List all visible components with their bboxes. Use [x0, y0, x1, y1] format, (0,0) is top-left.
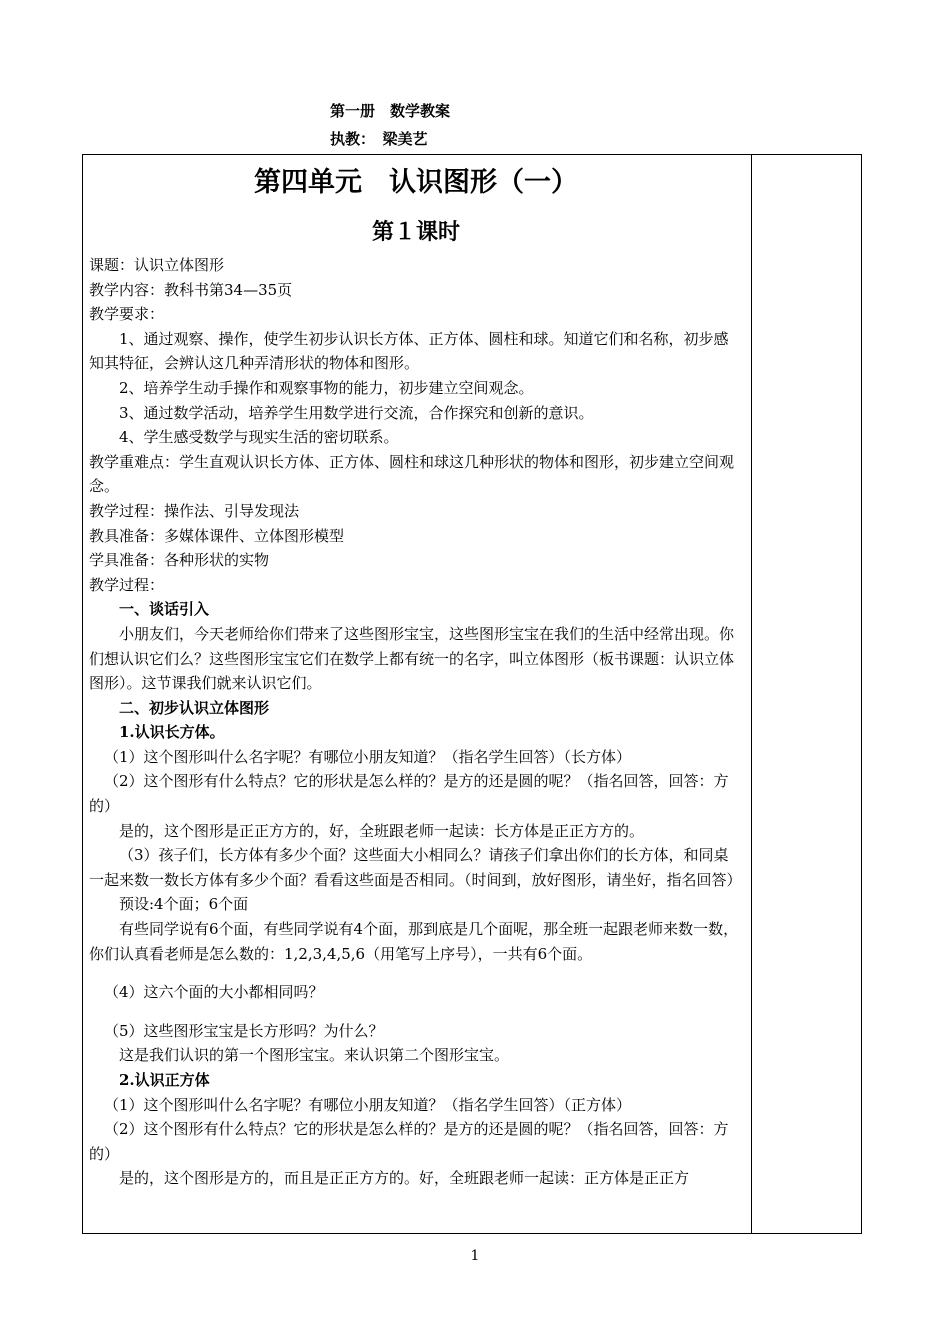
body-paragraph: 学具准备：各种形状的实物 — [89, 551, 270, 570]
header-line-2: 执教： 梁美艺 — [330, 130, 428, 148]
body-paragraph: （3）孩子们，长方体有多少个面？这些面大小相同么？请孩子们拿出你们的长方体，和同桌一起来数一数长方体有多少个面？看看这些面是否相同。（时间到，放好图形，请坐好，指名回答） — [89, 846, 742, 889]
body-paragraph: 小朋友们，今天老师给你们带来了这些图形宝宝，这些图形宝宝在我们的生活中经常出现。你们想认识它们么？这些图形宝宝它们在数学上都有统一的名字，叫立体图形（板书课题：认识立体图形）。这节课我们就来认识它们。 — [89, 624, 735, 693]
body-paragraph: 2.认识正方体 — [119, 1071, 210, 1089]
unit-title: 第四单元 认识图形（一） — [254, 167, 578, 198]
body-paragraph: 这是我们认识的第一个图形宝宝。来认识第二个图形宝宝。 — [119, 1046, 510, 1065]
body-paragraph: （5）这些图形宝宝是长方形吗？为什么？ — [104, 1021, 384, 1040]
body-paragraph: 教学要求： — [89, 305, 165, 324]
body-paragraph: （4）这六个面的大小都相同吗？ — [104, 983, 324, 1002]
body-paragraph: （1）这个图形叫什么名字呢？有哪位小朋友知道？（指名学生回答）（正方体） — [104, 1095, 632, 1114]
blank-line — [89, 966, 743, 980]
body-paragraph: 预设:4个面；6个面 — [119, 895, 249, 914]
body-paragraph: 3、通过数学活动，培养学生用数学进行交流，合作探究和创新的意识。 — [119, 403, 594, 422]
body-paragraph: 1、通过观察、操作，使学生初步认识长方体、正方体、圆柱和球。知道它们和名称，初步感知其特征，会辨认这几种弄清形状的物体和图形。 — [89, 329, 729, 373]
body-paragraph: 教学过程：操作法、引导发现法 — [89, 501, 300, 520]
body-paragraph: （2）这个图形有什么特点？它的形状是怎么样的？是方的还是圆的呢？（指名回答，回答：方的） — [89, 772, 729, 816]
column-divider — [751, 155, 752, 1233]
blank-line — [89, 1005, 743, 1019]
body-paragraph: 教学内容：教科书第34—35页 — [89, 280, 293, 299]
body-paragraph: 教学重难点：学生直观认识长方体、正方体、圆柱和球这几种形状的物体和图形，初步建立空间观念。 — [89, 452, 735, 496]
body-paragraph: 教学过程： — [89, 575, 165, 594]
body-paragraph: 是的，这个图形是正正方方的，好，全班跟老师一起读：长方体是正正方方的。 — [119, 821, 645, 840]
header-line-1: 第一册 数学教案 — [330, 102, 451, 120]
body-paragraph: 课题：认识立体图形 — [89, 256, 225, 274]
lesson-title: 第１课时 — [371, 219, 460, 245]
body-paragraph: 1.认识长方体。 — [119, 723, 225, 742]
body-paragraph: （2）这个图形有什么特点？它的形状是怎么样的？是方的还是圆的呢？（指名回答，回答：方的） — [89, 1120, 729, 1163]
body-paragraph: 一、谈话引入 — [119, 600, 210, 619]
lesson-table — [82, 154, 862, 1234]
page-number: 1 — [470, 1248, 480, 1264]
body-paragraph: 教具准备：多媒体课件、立体图形模型 — [89, 526, 345, 545]
body-paragraph: （1）这个图形叫什么名字呢？有哪位小朋友知道？（指名学生回答）（长方体） — [104, 747, 632, 766]
lesson-content — [89, 163, 743, 1191]
body-paragraph: 2、培养学生动手操作和观察事物的能力，初步建立空间观念。 — [119, 378, 534, 397]
body-paragraph: 4、学生感受数学与现实生活的密切联系。 — [119, 428, 399, 447]
body-paragraph: 是的，这个图形是方的，而且是正正方方的。好，全班跟老师一起读：正方体是正正方 — [119, 1169, 690, 1188]
lesson-body — [89, 253, 743, 1191]
body-paragraph: 二、初步认识立体图形 — [119, 698, 270, 717]
body-paragraph: 有些同学说有6个面，有些同学说有4个面，那到底是几个面呢，那全班一起跟老师来数一数，你们认真看老师是怎么数的：1,2,3,4,5,6（用笔写上序号），一共有6个面。 — [89, 920, 739, 963]
